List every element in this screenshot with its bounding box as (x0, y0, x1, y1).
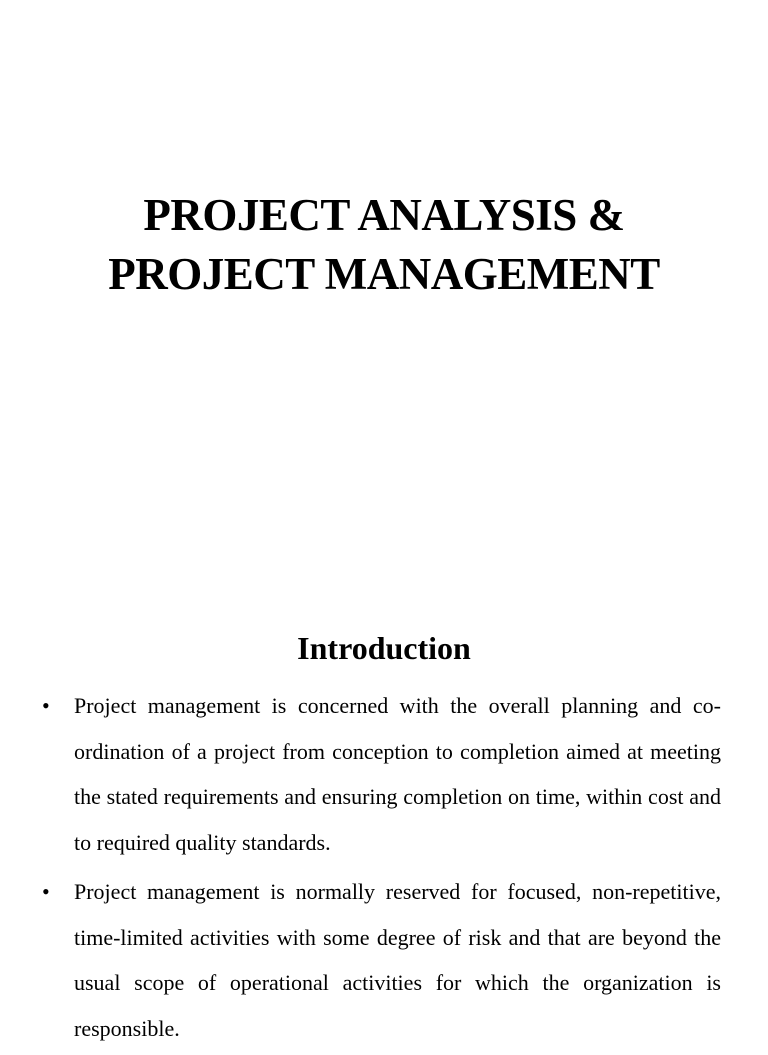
bullet-text: Project management is concerned with the overall planning and co-ordination of a project from conception to completion aimed at meeting the stated requirements and ensuring completion on time, within cost and to required quality standards. (74, 693, 721, 855)
title-line-1: PROJECT ANALYSIS & (143, 190, 625, 240)
title-line-2: PROJECT MANAGEMENT (108, 249, 660, 299)
list-item (0, 683, 768, 865)
bullet-text: Project management is normally reserved for focused, non-repetitive, time-limited activities with some degree of risk and that are beyond the usual scope of operational activities for which the organization is responsible. (74, 879, 721, 1041)
bullet-list (0, 683, 768, 1055)
page-title (0, 186, 768, 304)
section-heading: Introduction (297, 630, 471, 666)
bullet-icon: • (42, 693, 50, 718)
bullet-icon: • (42, 879, 50, 904)
